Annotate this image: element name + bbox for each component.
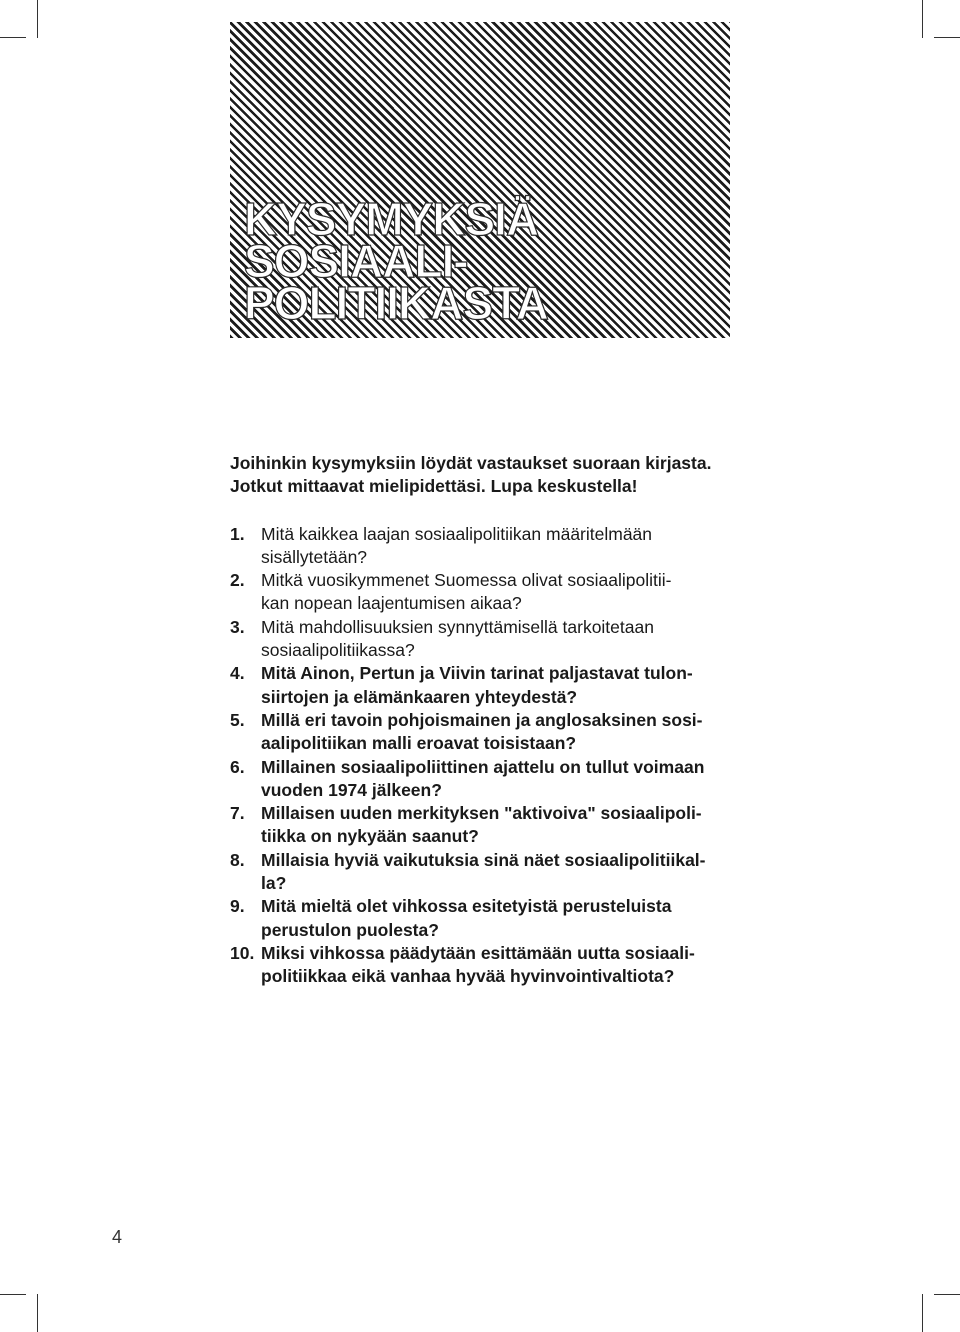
question-text xyxy=(261,802,750,849)
hero-title-line-2: SOSIAALI- xyxy=(244,235,468,287)
crop-mark-top-right-h xyxy=(934,37,960,38)
question-item xyxy=(230,569,750,616)
question-text xyxy=(261,662,750,709)
question-line: la? xyxy=(261,873,287,894)
question-line: Millä eri tavoin pohjoismainen ja anglosaksinen sosi- xyxy=(261,709,703,730)
question-text xyxy=(261,895,750,942)
question-line: sosiaalipolitiikassa? xyxy=(261,640,415,661)
question-item xyxy=(230,849,750,896)
question-line: sisällytetään? xyxy=(261,546,368,567)
question-item xyxy=(230,616,750,663)
question-number: 7. xyxy=(230,803,245,824)
question-line: Mitä kaikkea laajan sosiaalipolitiikan määritelmään xyxy=(261,523,653,544)
question-line: siirtojen ja elämänkaaren yhteydestä? xyxy=(261,686,578,707)
intro-paragraph xyxy=(230,452,750,499)
question-number: 10. xyxy=(230,942,255,963)
crop-mark-top-left xyxy=(37,0,38,38)
question-line: vuoden 1974 jälkeen? xyxy=(261,779,442,800)
hero-title-line-3: POLITIIKASTA xyxy=(244,277,549,329)
question-number: 8. xyxy=(230,849,245,870)
question-number: 9. xyxy=(230,896,245,917)
hero-hatched-panel xyxy=(230,22,730,338)
question-list xyxy=(230,523,750,989)
question-text xyxy=(261,756,750,803)
crop-mark-top-right xyxy=(922,0,923,38)
question-line: kan nopean laajentumisen aikaa? xyxy=(261,593,522,614)
question-line: Millainen sosiaalipoliittinen ajattelu on tullut voimaan xyxy=(261,756,705,777)
crop-mark-bottom-right xyxy=(922,1294,923,1332)
question-item xyxy=(230,942,750,989)
question-item xyxy=(230,756,750,803)
question-number: 2. xyxy=(230,570,245,591)
hero-title xyxy=(244,193,549,329)
question-line: Mitä mahdollisuuksien synnyttämisellä tarkoitetaan xyxy=(261,616,654,637)
question-text xyxy=(261,942,750,989)
question-line: Mitä Ainon, Pertun ja Viivin tarinat paljastavat tulon- xyxy=(261,663,693,684)
crop-mark-bottom-right-h xyxy=(934,1294,960,1295)
question-line: perustulon puolesta? xyxy=(261,919,439,940)
question-number: 1. xyxy=(230,523,245,544)
question-line: aalipolitiikan malli eroavat toisistaan? xyxy=(261,733,577,754)
question-line: Millaisia hyviä vaikutuksia sinä näet sosiaalipolitiikal- xyxy=(261,849,706,870)
question-line: Miksi vihkossa päädytään esittämään uutta sosiaali- xyxy=(261,942,695,963)
question-text xyxy=(261,709,750,756)
intro-line-2: Jotkut mittaavat mielipidettäsi. Lupa keskustella! xyxy=(230,476,638,497)
question-text xyxy=(261,569,750,616)
question-line: tiikka on nykyään saanut? xyxy=(261,826,479,847)
crop-mark-bottom-left xyxy=(37,1294,38,1332)
question-number: 6. xyxy=(230,756,245,777)
question-text xyxy=(261,849,750,896)
page-number: 4 xyxy=(112,1227,123,1247)
question-number: 5. xyxy=(230,709,245,730)
crop-mark-bottom-left-h xyxy=(0,1294,26,1295)
question-item xyxy=(230,523,750,570)
question-text xyxy=(261,523,750,570)
question-item xyxy=(230,709,750,756)
question-line: politiikkaa eikä vanhaa hyvää hyvinvointivaltiota? xyxy=(261,966,675,987)
question-line: Mitkä vuosikymmenet Suomessa olivat sosiaalipolitii- xyxy=(261,570,672,591)
question-line: Mitä mieltä olet vihkossa esitetyistä perusteluista xyxy=(261,896,672,917)
question-item xyxy=(230,662,750,709)
question-line: Millaisen uuden merkityksen "aktivoiva" sosiaalipoli- xyxy=(261,803,702,824)
page-content xyxy=(230,452,750,989)
intro-line-1: Joihinkin kysymyksiin löydät vastaukset suoraan kirjasta. xyxy=(230,453,712,473)
question-item xyxy=(230,802,750,849)
question-number: 3. xyxy=(230,616,245,637)
question-item xyxy=(230,895,750,942)
hero-title-line-1: KYSYMYKSIÄ xyxy=(244,193,539,245)
crop-mark-top-left-h xyxy=(0,37,26,38)
question-number: 4. xyxy=(230,663,245,684)
question-text xyxy=(261,616,750,663)
